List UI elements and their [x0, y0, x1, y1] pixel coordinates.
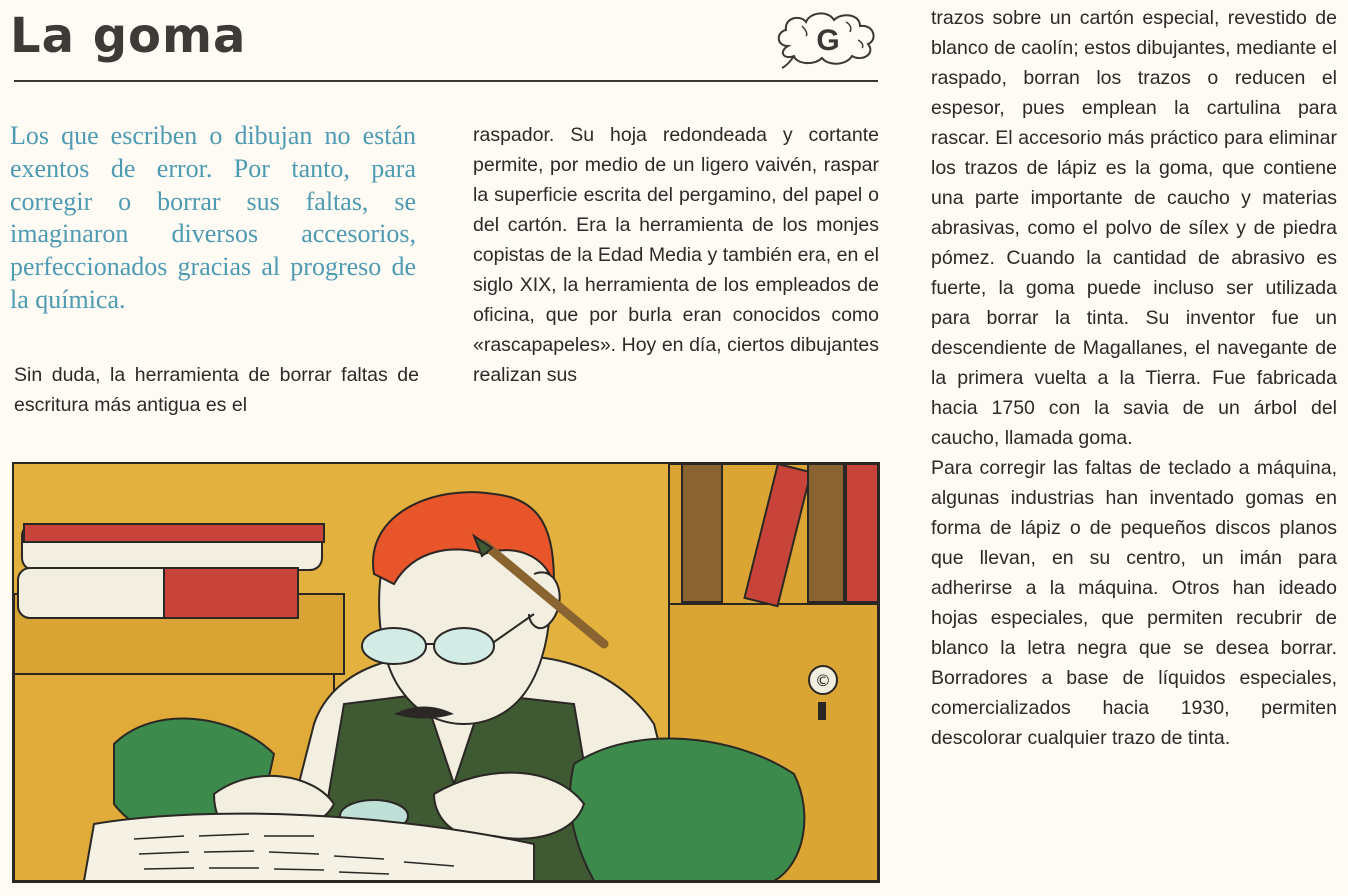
body-column-3	[931, 3, 1337, 753]
shelf-book	[846, 464, 878, 602]
clerk-sleeve-right	[570, 739, 804, 881]
lead-paragraph: Los que escriben o dibujan no están exentos de error. Por tanto, para corregir o borrar sus faltas, se imaginaron diversos accesorios, perfeccionados gracias al progreso de la química.	[10, 121, 416, 314]
page-title: La goma	[10, 8, 247, 64]
svg-text:©: ©	[815, 671, 831, 690]
shelf-book	[808, 464, 844, 602]
body-paragraph-1: trazos sobre un cartón especial, revestido de blanco de caolín; estos dibujantes, mediante el raspado, borran los trazos o reducen el espesor, pues emplean la cartulina para rascar. El accesorio más práctico para eliminar los trazos de lápiz es la goma, que contiene una parte importante de caucho y materias abrasivas, como el polvo de sílex y de piedra pómez. Cuando la cantidad de abrasivo es fuerte, la goma puede incluso ser utilizada para borrar la tinta. Su inventor fue un descendiente de Magallanes, el navegante de la primera vuelta a la Tierra. Fue fabricada hacia 1750 con la savia de un árbol del caucho, llamada goma.	[931, 7, 1337, 449]
shelf-book	[682, 464, 722, 602]
title-divider	[14, 80, 878, 82]
glasses-right-lens	[434, 628, 494, 664]
clerk-illustration	[12, 462, 880, 883]
section-letter: G	[816, 24, 840, 57]
body-paragraph-2: Para corregir las faltas de teclado a máquina, algunas industrias han inventado gomas en forma de lápiz o de pequeños discos planos que llevan, en su centro, un imán para adherirse a la máquina. Otros han ideado hojas especiales, que permiten recubrir de blanco la letra negra que se desea borrar. Borradores a base de líquidos especiales, comercializados hacia 1930, permiten descolorar cualquier trazo de tinta.	[931, 457, 1337, 749]
body-column-2: raspador. Su hoja redondeada y cortante permite, por medio de un ligero vaivén, raspar la superficie escrita del pergamino, del papel o del cartón. Era la herramienta de los monjes copistas de la Edad Media y también era, en el siglo XIX, la herramienta de los empleados de oficina, que por burla eran conocidos como «rascapapeles». Hoy en día, ciertos dibujantes realizan sus	[473, 124, 879, 386]
cloud-icon	[772, 6, 884, 70]
clerk-scene	[14, 464, 878, 881]
body-column-1: Sin duda, la herramienta de borrar faltas de escritura más antigua es el	[14, 364, 419, 416]
glasses-left-lens	[362, 628, 426, 664]
section-letter-badge	[772, 6, 884, 70]
